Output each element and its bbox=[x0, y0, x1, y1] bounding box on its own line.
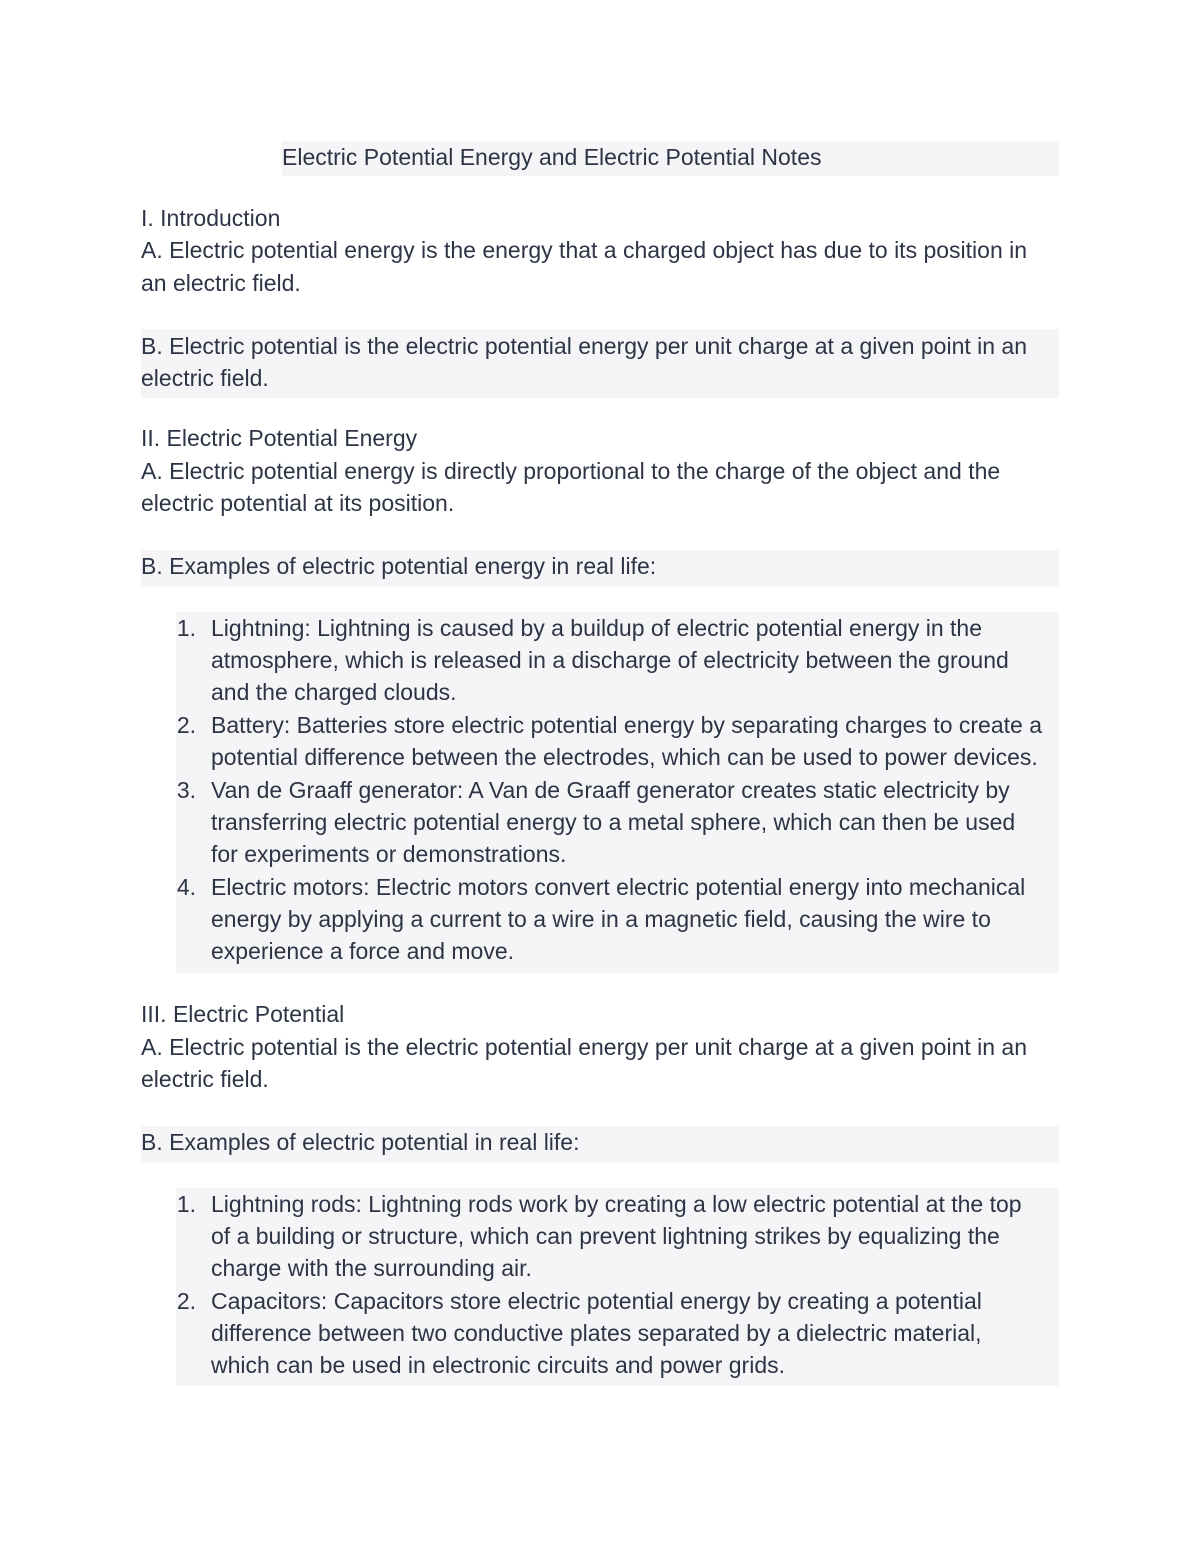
list-item-line: Capacitors: Capacitors store electric potential energy by creating a potential bbox=[211, 1288, 982, 1314]
list-item-number: 4. bbox=[176, 874, 196, 900]
page-title: Electric Potential Energy and Electric Potential Notes bbox=[282, 144, 822, 170]
section-2-b-line-1: B. Examples of electric potential energy in real life: bbox=[141, 553, 657, 579]
section-3-b-line-1: B. Examples of electric potential in real life: bbox=[141, 1129, 580, 1155]
section-3-a-line-2: electric field. bbox=[141, 1066, 269, 1092]
list-item-line: for experiments or demonstrations. bbox=[211, 841, 567, 867]
list-item-line: experience a force and move. bbox=[211, 938, 515, 964]
list-item-line: Battery: Batteries store electric potential energy by separating charges to create a bbox=[211, 712, 1042, 738]
list-item-number: 2. bbox=[176, 1288, 196, 1314]
list-item-line: which can be used in electronic circuits and power grids. bbox=[211, 1352, 786, 1378]
list-item-line: charge with the surrounding air. bbox=[211, 1255, 532, 1281]
list-item-line: difference between two conductive plates separated by a dielectric material, bbox=[211, 1320, 982, 1346]
list-item-number: 1. bbox=[176, 1191, 196, 1217]
list-item-line: transferring electric potential energy to a metal sphere, which can then be used bbox=[211, 809, 1016, 835]
list-item-line: Lightning rods: Lightning rods work by creating a low electric potential at the top bbox=[211, 1191, 1022, 1217]
list-item-line: Electric motors: Electric motors convert electric potential energy into mechanical bbox=[211, 874, 1026, 900]
section-1-b-line-1: B. Electric potential is the electric potential energy per unit charge at a given point in an bbox=[141, 333, 1028, 359]
list-item-line: Lightning: Lightning is caused by a buildup of electric potential energy in the bbox=[211, 615, 983, 641]
list-item-number: 3. bbox=[176, 777, 196, 803]
list-item-line: Van de Graaff generator: A Van de Graaff generator creates static electricity by bbox=[211, 777, 1010, 803]
section-2-a-line-1: A. Electric potential energy is directly proportional to the charge of the object and the bbox=[141, 458, 1001, 484]
list-item-line: energy by applying a current to a wire in a magnetic field, causing the wire to bbox=[211, 906, 991, 932]
section-3-a-line-1: A. Electric potential is the electric potential energy per unit charge at a given point in an bbox=[141, 1034, 1028, 1060]
section-1-a-line-2: an electric field. bbox=[141, 270, 301, 296]
list-item-line: atmosphere, which is released in a discharge of electricity between the ground bbox=[211, 647, 1009, 673]
section-1-b-line-2: electric field. bbox=[141, 365, 269, 391]
list-item-number: 1. bbox=[176, 615, 196, 641]
section-3-heading: III. Electric Potential bbox=[141, 1001, 345, 1027]
list-item-number: 2. bbox=[176, 712, 196, 738]
list-item-line: potential difference between the electrodes, which can be used to power devices. bbox=[211, 744, 1038, 770]
section-1-heading: I. Introduction bbox=[141, 205, 281, 231]
section-1-a-line-1: A. Electric potential energy is the energy that a charged object has due to its position in bbox=[141, 237, 1028, 263]
list-item-line: of a building or structure, which can prevent lightning strikes by equalizing the bbox=[211, 1223, 1000, 1249]
section-2-a-line-2: electric potential at its position. bbox=[141, 490, 455, 516]
section-2-heading: II. Electric Potential Energy bbox=[141, 425, 418, 451]
list-item-line: and the charged clouds. bbox=[211, 679, 457, 705]
